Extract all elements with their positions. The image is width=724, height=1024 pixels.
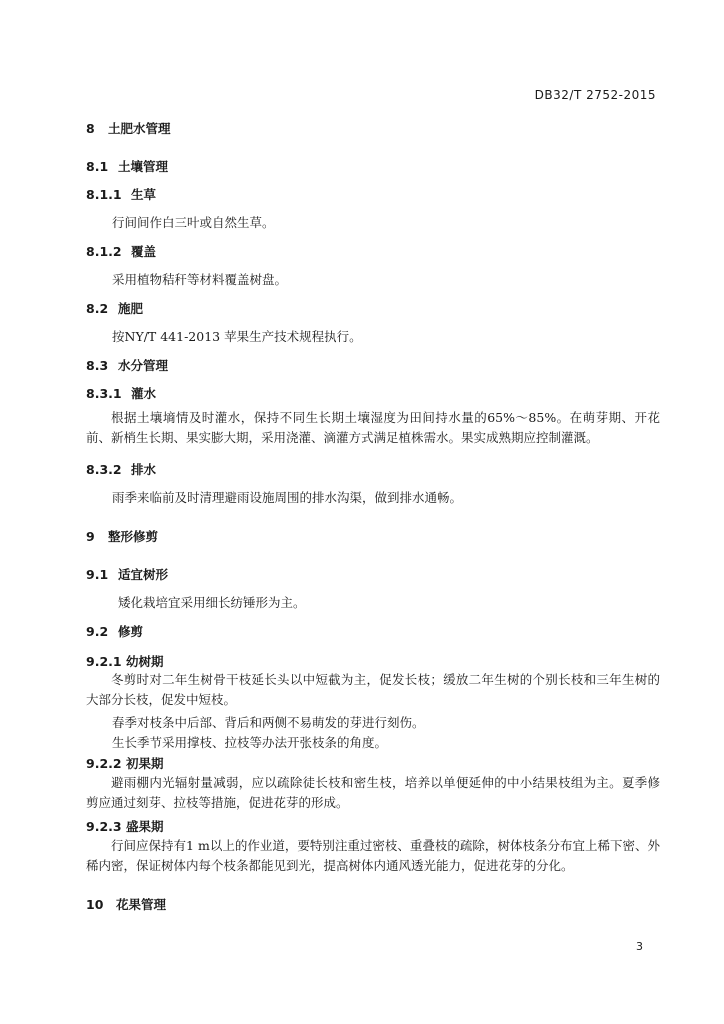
section-10-heading [86,895,166,913]
section-title: 修剪 [118,624,144,639]
section-title: 排水 [131,462,157,477]
section-9-2-3-heading: 9.2.3 盛果期 [86,819,164,834]
section-number: 9.2 [86,624,109,639]
section-title: 施肥 [118,301,144,316]
paragraph-drainage: 雨季来临前及时清理避雨设施周围的排水沟渠，做到排水通畅。 [112,490,463,505]
section-8-3-2-heading [86,460,156,478]
section-number: 8.3.1 [86,386,122,401]
section-number: 8.1.1 [86,187,122,202]
paragraph-tree-shape: 矮化栽培宜采用细长纺锤形为主。 [118,595,306,610]
section-9-1-heading [86,565,168,583]
document-code: DB32/T 2752-2015 [534,88,656,102]
section-number: 9.1 [86,567,109,582]
section-title: 灌水 [131,386,157,401]
paragraph-full-fruiting: 行间应保持有1 m以上的作业道，要特别注重过密枝、重叠枝的疏除，树体枝条分布宜上稀下密、外稀内密，保证树体内每个枝条都能见到光，提高树体内通风透光能力，促进花芽的分化。 [86,838,660,873]
paragraph-irrigation: 根据土壤墒情及时灌水，保持不同生长期土壤湿度为田间持水量的65%～85%。在萌芽期、开花前、新梢生长期、果实膨大期，采用浇灌、滴灌方式满足植株需水。果实成熟期应控制灌溉。 [86,410,660,445]
section-8-1-heading [86,157,168,175]
section-8-heading [86,119,171,137]
section-number: 10 [86,897,104,912]
section-number: 8.1 [86,159,109,174]
section-number: 9 [86,529,95,544]
section-8-1-1-heading [86,185,156,203]
paragraph-grass: 行间间作白三叶或自然生草。 [112,215,275,230]
section-number: 8 [86,121,95,136]
section-8-3-heading [86,356,168,374]
section-number: 8.3.2 [86,462,122,477]
section-9-2-2-heading: 9.2.2 初果期 [86,756,164,771]
page-number: 3 [636,940,643,953]
section-title: 土壤管理 [118,159,169,174]
paragraph-young-tree-3: 生长季节采用撑枝、拉枝等办法开张枝条的角度。 [112,735,388,750]
section-8-2-heading [86,299,143,317]
section-number: 8.2 [86,301,109,316]
section-title: 整形修剪 [108,529,159,544]
section-9-2-1-heading: 9.2.1 幼树期 [86,654,164,669]
paragraph-early-fruiting: 避雨棚内光辐射量减弱，应以疏除徒长枝和密生枝，培养以单便延伸的中小结果枝组为主。夏季修剪应通过刻芽、拉枝等措施，促进花芽的形成。 [86,775,660,810]
section-title: 生草 [131,187,157,202]
section-9-heading [86,527,158,545]
section-number: 8.3 [86,358,109,373]
section-title: 土肥水管理 [108,121,171,136]
paragraph-fertilize: 按NY/T 441-2013 苹果生产技术规程执行。 [112,329,362,344]
section-8-3-1-heading [86,384,156,402]
section-9-2-heading [86,622,143,640]
section-number: 8.1.2 [86,244,122,259]
paragraph-young-tree-2: 春季对枝条中后部、背后和两侧不易萌发的芽进行刻伤。 [112,715,425,730]
section-title: 覆盖 [131,244,157,259]
section-8-1-2-heading [86,242,156,260]
paragraph-mulch: 采用植物秸秆等材料覆盖树盘。 [112,272,288,287]
section-title: 水分管理 [118,358,169,373]
section-title: 花果管理 [116,897,167,912]
section-title: 适宜树形 [118,567,169,582]
paragraph-young-tree-1: 冬剪时对二年生树骨干枝延长头以中短截为主，促发长枝；缓放二年生树的个别长枝和三年生树的大部分长枝，促发中短枝。 [86,672,660,707]
